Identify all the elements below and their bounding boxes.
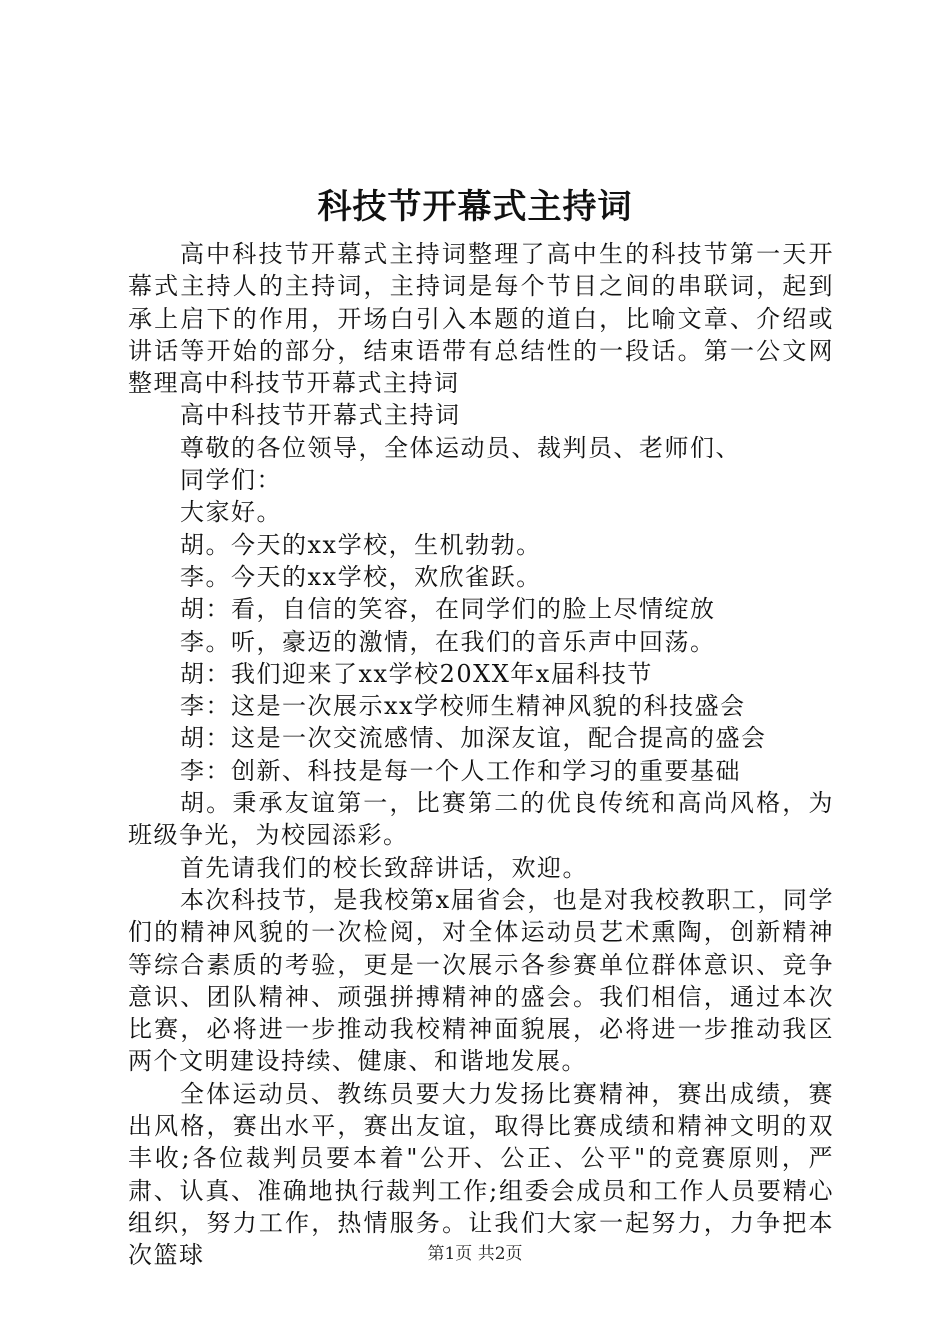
paragraph: 胡。今天的xx学校，生机勃勃。 bbox=[180, 530, 542, 559]
paragraph: 高中科技节开幕式主持词整理了高中生的科技节第一天开幕式主持人的主持词，主持词是每个节目之间的串联词，起到承上启下的作用，开场白引入本题的道白，比喻文章、介绍或讲话等开始的部分，结束语带有总结性的一段话。第一公文网整理高中科技节开幕式主持词 bbox=[128, 240, 834, 398]
paragraph: 李：创新、科技是每一个人工作和学习的重要基础 bbox=[180, 756, 741, 785]
paragraph: 大家好。 bbox=[180, 498, 282, 527]
page-footer: 第1页 共2页 bbox=[427, 1244, 523, 1264]
paragraph: 首先请我们的校长致辞讲话，欢迎。 bbox=[180, 853, 588, 882]
paragraph: 胡。秉承友谊第一，比赛第二的优良传统和高尚风格，为班级争光，为校园添彩。 bbox=[128, 789, 834, 850]
document-body bbox=[128, 238, 834, 1272]
paragraph: 尊敬的各位领导，全体运动员、裁判员、老师们、 bbox=[180, 433, 741, 462]
paragraph: 高中科技节开幕式主持词 bbox=[180, 401, 461, 430]
paragraph: 李。今天的xx学校，欢欣雀跃。 bbox=[180, 562, 542, 591]
paragraph: 胡：这是一次交流感情、加深友谊，配合提高的盛会 bbox=[180, 724, 767, 753]
document-title: 科技节开幕式主持词 bbox=[317, 187, 633, 227]
paragraph: 同学们： bbox=[180, 466, 282, 495]
paragraph: 本次科技节，是我校第x届省会，也是对我校教职工，同学们的精神风貌的一次检阅，对全体运动员艺术熏陶，创新精神等综合素质的考验，更是一次展示各参赛单位群体意识、竞争意识、团队精神、顽强拼搏精神的盛会。我们相信，通过本次比赛，必将进一步推动我校精神面貌展，必将进一步推动我区两个文明建设持续、健康、和谐地发展。 bbox=[128, 885, 834, 1076]
paragraph: 胡：看，自信的笑容，在同学们的脸上尽情绽放 bbox=[180, 595, 716, 624]
paragraph: 李。听，豪迈的激情，在我们的音乐声中回荡。 bbox=[180, 627, 716, 656]
paragraph: 全体运动员、教练员要大力发扬比赛精神，赛出成绩，赛出风格，赛出水平，赛出友谊，取得比赛成绩和精神文明的双丰收;各位裁判员要本着"公开、公正、公平"的竞赛原则，严肃、认真、准确地执行裁判工作;组委会成员和工作人员要精心组织，努力工作，热情服务。让我们大家一起努力，力争把本次篮球 bbox=[128, 1079, 834, 1270]
paragraph: 李：这是一次展示xx学校师生精神风貌的科技盛会 bbox=[180, 692, 746, 721]
paragraph: 胡：我们迎来了xx学校20XX年x届科技节 bbox=[180, 659, 653, 688]
